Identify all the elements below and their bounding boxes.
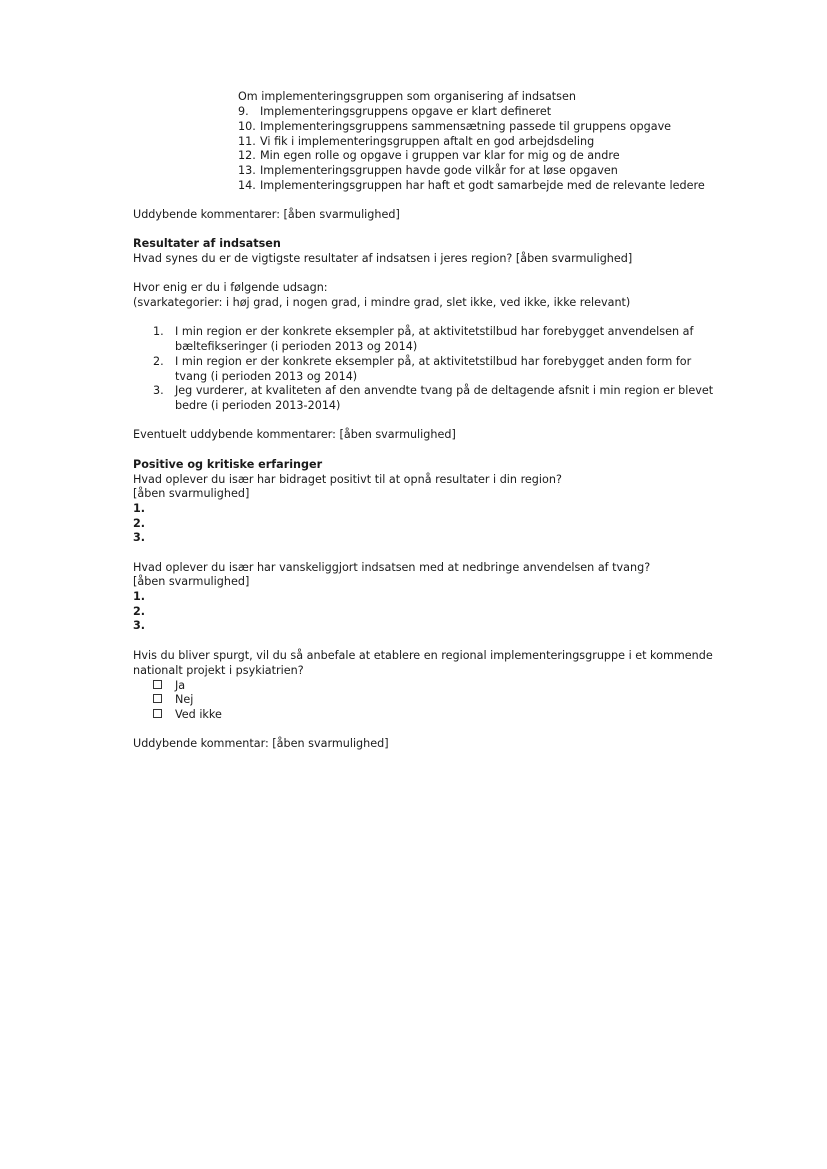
question-recommend-cont: nationalt projekt i psykiatrien? (133, 664, 304, 677)
list-text-cont: tvang (i perioden 2013 og 2014) (175, 370, 358, 383)
results-comment: Eventuelt uddybende kommentarer: [åben svarmulighed] (133, 428, 456, 441)
impl-comment: Uddybende kommentarer: [åben svarmulighed] (133, 208, 400, 221)
list-number: 1. (153, 325, 164, 338)
results-question: Hvad synes du er de vigtigste resultater af indsatsen i jeres region? [åben svarmulighed] (133, 252, 633, 265)
list-text: Implementeringsgruppens sammensætning passede til gruppens opgave (260, 120, 672, 133)
list-number: 9. (238, 105, 249, 118)
impl-heading: Om implementeringsgruppen som organisering af indsatsen (238, 90, 576, 103)
answer-slot: 3. (133, 619, 146, 632)
answer-slot: 2. (133, 517, 146, 530)
list-number: 12. (238, 149, 256, 162)
list-number: 13. (238, 164, 256, 177)
list-text: Jeg vurderer, at kvaliteten af den anvendte tvang på de deltagende afsnit i min region er blevet (175, 384, 714, 397)
agree-intro: Hvor enig er du i følgende udsagn: (133, 281, 328, 294)
answer-slot: 1. (133, 502, 146, 515)
results-heading: Resultater af indsatsen (133, 237, 281, 250)
option-ja[interactable] (153, 679, 186, 693)
list-text: Vi fik i implementeringsgruppen aftalt en god arbejdsdeling (260, 135, 595, 148)
option-label: Ved ikke (175, 708, 222, 721)
answer-slot: 2. (133, 605, 146, 618)
list-number: 11. (238, 135, 256, 148)
question-recommend: Hvis du bliver spurgt, vil du så anbefale at etablere en regional implementeringsgruppe i et kommende (133, 649, 713, 662)
answer-slot: 3. (133, 531, 146, 544)
question-negative: Hvad oplever du især har vanskeliggjort indsatsen med at nedbringe anvendelsen af tvang? (133, 561, 651, 574)
checkbox-icon[interactable] (153, 680, 162, 689)
list-number: 3. (153, 384, 164, 397)
checkbox-icon[interactable] (153, 709, 162, 718)
list-text-cont: bedre (i perioden 2013-2014) (175, 399, 341, 412)
option-ved-ikke[interactable] (153, 708, 222, 722)
list-number: 14. (238, 179, 256, 192)
answer-slot: 1. (133, 590, 146, 603)
list-text: I min region er der konkrete eksempler på, at aktivitetstilbud har forebygget anden form for (175, 355, 692, 368)
experiences-comment: Uddybende kommentar: [åben svarmulighed] (133, 737, 389, 750)
list-text: Implementeringsgruppens opgave er klart defineret (260, 105, 552, 118)
answer-categories: (svarkategorier: i høj grad, i nogen grad, i mindre grad, slet ikke, ved ikke, ikke relevant) (133, 296, 631, 309)
list-text: Implementeringsgruppen har haft et godt samarbejde med de relevante ledere (260, 179, 705, 192)
list-number: 10. (238, 120, 256, 133)
open-answer-label: [åben svarmulighed] (133, 575, 250, 588)
list-text: Implementeringsgruppen havde gode vilkår for at løse opgaven (260, 164, 618, 177)
checkbox-icon[interactable] (153, 694, 162, 703)
option-label: Nej (175, 693, 194, 706)
question-positive: Hvad oplever du især har bidraget positivt til at opnå resultater i din region? (133, 473, 562, 486)
option-nej[interactable] (153, 693, 194, 707)
list-number: 2. (153, 355, 164, 368)
open-answer-label: [åben svarmulighed] (133, 487, 250, 500)
option-label: Ja (175, 679, 186, 692)
list-text: I min region er der konkrete eksempler på, at aktivitetstilbud har forebygget anvendelsen af (175, 325, 694, 338)
list-text: Min egen rolle og opgave i gruppen var klar for mig og de andre (260, 149, 620, 162)
experiences-heading: Positive og kritiske erfaringer (133, 458, 323, 471)
list-text-cont: bæltefikseringer (i perioden 2013 og 2014) (175, 340, 418, 353)
